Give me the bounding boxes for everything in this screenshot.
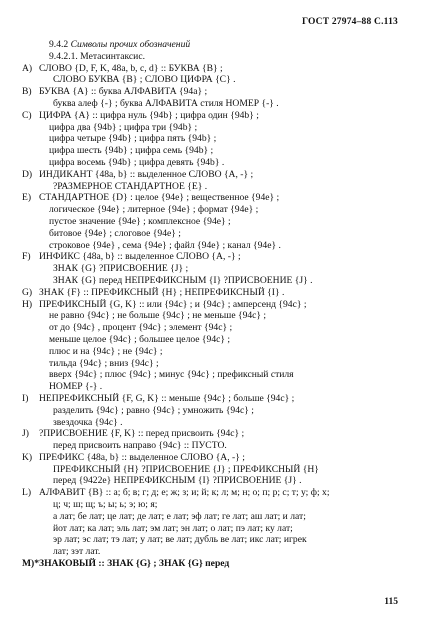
rule-text: ИНДИКАНТ {48a, b} :: выделенное СЛОВО {A, -} ; bbox=[39, 168, 254, 180]
rule-text: СТАНДАРТНОЕ {D} : целое {94e} ; вещественное {94e} ; bbox=[39, 192, 280, 204]
page-number: 115 bbox=[384, 597, 398, 607]
rule-text: ПРЕФИКС {48a, b} :: выделенное СЛОВО {A, -} ; bbox=[39, 451, 245, 463]
rule-text: тильда {94c} ; вниз {94c} ; bbox=[49, 357, 159, 369]
rule-marker bbox=[22, 204, 39, 216]
rule-line bbox=[22, 251, 406, 263]
section-title bbox=[22, 39, 406, 51]
rule-marker bbox=[22, 405, 39, 417]
rule-line bbox=[22, 546, 406, 558]
rule-line bbox=[22, 428, 406, 440]
rule-line bbox=[22, 475, 406, 487]
rule-marker bbox=[22, 475, 39, 487]
rule-marker: E) bbox=[22, 192, 32, 204]
rule-text: СЛОВО БУКВА {B} ; СЛОВО ЦИФРА {C} . bbox=[53, 74, 236, 86]
rule-line bbox=[22, 181, 406, 193]
rule-marker: D) bbox=[22, 168, 33, 180]
rule-marker bbox=[22, 334, 39, 346]
rule-line bbox=[22, 417, 406, 429]
rule-marker bbox=[22, 511, 39, 523]
rule-marker bbox=[22, 358, 39, 370]
rule-line bbox=[22, 133, 406, 145]
rule-text: логическое {94e} ; литерное {94e} ; формат {94e} ; bbox=[49, 204, 259, 216]
subsection-title: 9.4.2.1. Метасинтаксис. bbox=[49, 50, 145, 62]
rule-marker: F) bbox=[22, 251, 31, 263]
rule-text: лат; зэт лат. bbox=[53, 546, 101, 558]
rule-text: ?ПРИСВОЕНИЕ {F, K} :: перед присвоить {94c} ; bbox=[39, 428, 245, 440]
rule-marker: G) bbox=[22, 286, 33, 298]
rule-line bbox=[22, 322, 406, 334]
rule-text: ЗНАК {G} ?ПРИСВОЕНИЕ {J} ; bbox=[53, 263, 189, 275]
standard-header: ГОСТ 27974–88 С.113 bbox=[301, 17, 398, 27]
rule-line bbox=[22, 228, 406, 240]
rule-marker bbox=[22, 275, 39, 287]
rule-text: ц; ч; ш; щ; ъ; ы; ь; э; ю; я; bbox=[53, 499, 158, 511]
rule-marker bbox=[22, 181, 39, 193]
rule-text: ИНФИКС {48a, b} :: выделенное СЛОВО {A, -} ; bbox=[39, 251, 241, 263]
rule-line bbox=[22, 369, 406, 381]
section-title-text: Символы прочих обозначений bbox=[70, 39, 191, 50]
rule-marker bbox=[22, 499, 39, 511]
rule-text: ЦИФРА {A} :: цифра нуль {94b} ; цифра один {94b} ; bbox=[39, 109, 259, 121]
rule-marker bbox=[22, 310, 39, 322]
rule-line bbox=[22, 263, 406, 275]
rule-line bbox=[22, 487, 406, 499]
rule-text: не равно {94c} ; не больше {94c} ; не меньше {94c} ; bbox=[49, 310, 267, 322]
rule-marker bbox=[22, 523, 39, 535]
rule-marker bbox=[22, 322, 39, 334]
rule-marker bbox=[22, 74, 39, 86]
rule-marker: C) bbox=[22, 109, 32, 121]
rule-line bbox=[22, 299, 406, 311]
rule-text: ПРЕФИКСНЫЙ {G, K} :: или {94c} ; и {94c} ; амперсенд {94c} ; bbox=[39, 298, 307, 310]
section-number: 9.4.2 bbox=[49, 39, 69, 50]
rule-marker: K) bbox=[22, 451, 33, 463]
rule-line bbox=[22, 511, 406, 523]
rule-line bbox=[22, 523, 406, 535]
rule-marker: L) bbox=[22, 487, 32, 499]
rule-text: цифра четыре {94b} ; цифра пять {94b} ; bbox=[49, 133, 217, 145]
rule-marker: M)* bbox=[22, 558, 40, 570]
rule-marker bbox=[22, 464, 39, 476]
rule-text: перед {9422e} НЕПРЕФИКСНЫМ {I} ?ПРИСВОЕНИЕ {J} . bbox=[53, 475, 302, 487]
rule-text: пустое значение {94e} ; комплексное {94e} ; bbox=[49, 215, 231, 227]
document-body bbox=[22, 39, 406, 570]
rule-line bbox=[22, 534, 406, 546]
rule-line bbox=[22, 63, 406, 75]
rule-text: йот лат; ка лат; эль лат; эм лат; эн лат; о лат; пэ лат; ку лат; bbox=[53, 522, 293, 534]
rule-marker bbox=[22, 369, 39, 381]
rule-line bbox=[22, 558, 406, 570]
rule-text: цифра два {94b} ; цифра три {94b} ; bbox=[49, 121, 198, 133]
rule-line bbox=[22, 452, 406, 464]
rule-line bbox=[22, 440, 406, 452]
rule-line bbox=[22, 122, 406, 134]
rule-text: а лат; бе лат; це лат; де лат; е лат; эф лат; ге лат; аш лат; и лат; bbox=[53, 510, 306, 522]
rule-text: АЛФАВИТ {B} :: a; б; в; г; д; е; ж; з; и; й; к; л; м; н; о; п; р; с; т; у; ф; х; bbox=[39, 487, 330, 499]
rule-text: НОМЕР {-} . bbox=[49, 381, 103, 393]
rule-text: от до {94c} , процент {94c} ; элемент {94c} ; bbox=[49, 322, 233, 334]
rule-line bbox=[22, 110, 406, 122]
rule-text: ЗНАКОВЫЙ :: ЗНАК {G} ; ЗНАК {G} перед bbox=[39, 558, 230, 570]
rule-text: разделить {94c} ; равно {94c} ; умножить {94c} ; bbox=[53, 404, 254, 416]
rule-text: буква алеф {-} ; буква АЛФАВИТА стиля НОМЕР {-} . bbox=[53, 97, 279, 109]
rule-line bbox=[22, 287, 406, 299]
rule-line bbox=[22, 192, 406, 204]
rule-text: ЗНАК {G} перед НЕПРЕФИКСНЫМ {I} ?ПРИСВОЕНИЕ {J} . bbox=[53, 274, 313, 286]
rule-marker bbox=[22, 263, 39, 275]
rule-marker bbox=[22, 546, 39, 558]
rule-line bbox=[22, 346, 406, 358]
rule-text: битовое {94e} ; слоговое {94e} ; bbox=[49, 227, 181, 239]
rule-line bbox=[22, 405, 406, 417]
rule-line bbox=[22, 334, 406, 346]
rule-marker bbox=[22, 534, 39, 546]
rule-line bbox=[22, 98, 406, 110]
rule-line bbox=[22, 86, 406, 98]
rule-marker: J) bbox=[22, 428, 29, 440]
rule-text: ?РАЗМЕРНОЕ СТАНДАРТНОЕ {E} . bbox=[53, 180, 208, 192]
rule-text: СЛОВО {D, F, K, 48a, b, c, d} :: БУКВА {B} ; bbox=[39, 62, 223, 74]
rule-marker bbox=[22, 98, 39, 110]
rule-marker bbox=[22, 216, 39, 228]
rule-text: перед присвоить направо {94c} :: ПУСТО. bbox=[53, 440, 227, 452]
rule-marker bbox=[22, 417, 39, 429]
rule-text: вверх {94c} ; плюс {94c} ; минус {94c} ; префиксный стиля bbox=[49, 369, 294, 381]
rule-marker bbox=[22, 157, 39, 169]
rule-text: плюс и на {94c} ; не {94c} ; bbox=[49, 345, 163, 357]
rule-line bbox=[22, 74, 406, 86]
rule-text: строковое {94e} , сема {94e} ; файл {94e} ; канал {94e} . bbox=[49, 239, 281, 251]
rule-text: цифра восемь {94b} ; цифра девять {94b} . bbox=[49, 156, 225, 168]
rule-text: ЗНАК {F} :: ПРЕФИКСНЫЙ {H} ; НЕПРЕФИКСНЫЙ {I} . bbox=[39, 286, 285, 298]
rule-marker bbox=[22, 228, 39, 240]
rule-line bbox=[22, 310, 406, 322]
rule-marker bbox=[22, 381, 39, 393]
rule-text: эр лат; эс лат; тэ лат; у лат; ве лат; дубль ве лат; икс лат; игрек bbox=[53, 534, 307, 546]
rule-line bbox=[22, 157, 406, 169]
rule-marker: H) bbox=[22, 298, 33, 310]
rule-marker: A) bbox=[22, 62, 33, 74]
rule-marker bbox=[22, 133, 39, 145]
rule-line bbox=[22, 240, 406, 252]
rule-text: цифра шесть {94b} ; цифра семь {94b} ; bbox=[49, 145, 214, 157]
rule-line bbox=[22, 499, 406, 511]
rules-list bbox=[22, 63, 406, 570]
rule-marker: B) bbox=[22, 86, 32, 98]
rule-line bbox=[22, 381, 406, 393]
rule-line bbox=[22, 216, 406, 228]
rule-marker bbox=[22, 440, 39, 452]
rule-marker bbox=[22, 346, 39, 358]
rule-line bbox=[22, 393, 406, 405]
rule-line bbox=[22, 275, 406, 287]
rule-line bbox=[22, 145, 406, 157]
rule-line bbox=[22, 464, 406, 476]
rule-marker: I) bbox=[22, 392, 29, 404]
rule-text: НЕПРЕФИКСНЫЙ {F, G, K} :: меньше {94c} ; больше {94c} ; bbox=[39, 392, 295, 404]
rule-marker bbox=[22, 122, 39, 134]
rule-text: БУКВА {A} :: буква АЛФАВИТА {94a} ; bbox=[39, 86, 208, 98]
rule-text: ПРЕФИКСНЫЙ {H} ?ПРИСВОЕНИЕ {J} ; ПРЕФИКСНЫЙ {H} bbox=[53, 463, 319, 475]
rule-marker bbox=[22, 145, 39, 157]
rule-line bbox=[22, 204, 406, 216]
rule-marker bbox=[22, 240, 39, 252]
rule-text: звездочка {94c} . bbox=[53, 416, 123, 428]
rule-line bbox=[22, 358, 406, 370]
rule-text: меньше целое {94c} ; большее целое {94c} ; bbox=[49, 333, 231, 345]
rule-line bbox=[22, 169, 406, 181]
